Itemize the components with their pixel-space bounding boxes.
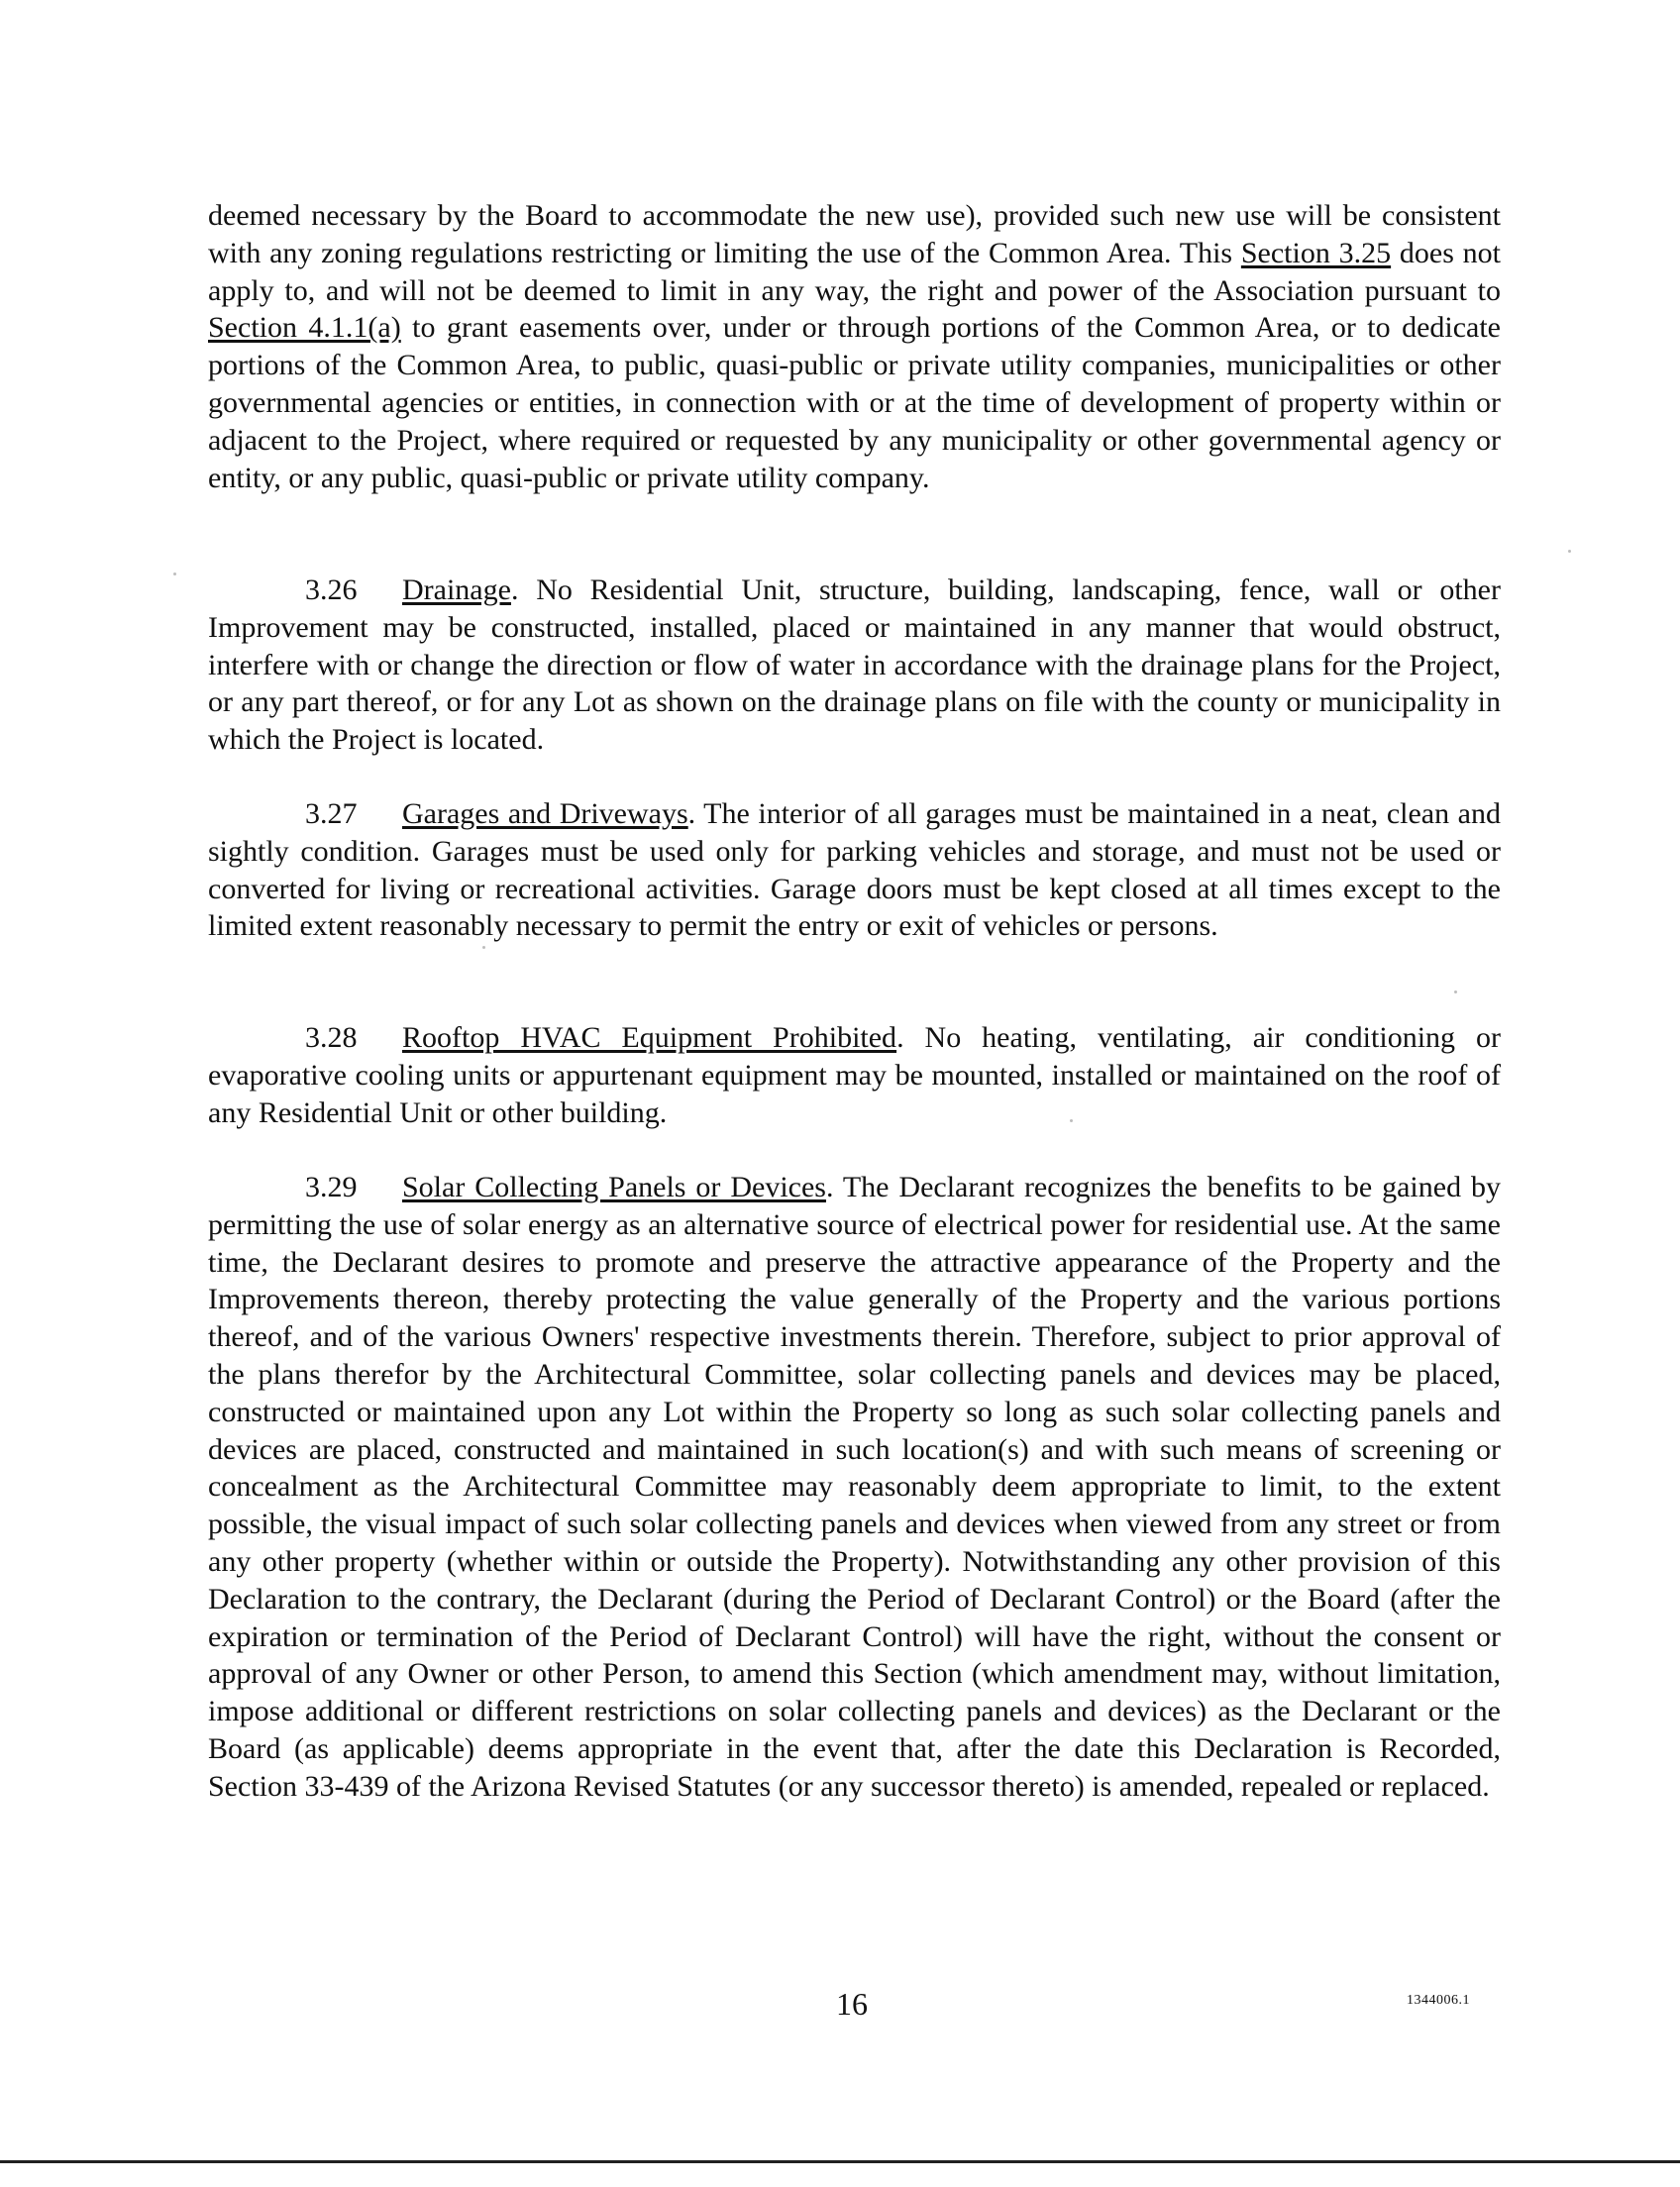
- section-reference-3-25: Section 3.25: [1240, 236, 1392, 269]
- paragraph-text: deemed necessary by the Board to accommodate the new use), provided such new use will be consistent with any zoning regulations restricting or limiting the use of the Common Area. This: [208, 199, 1501, 269]
- section-body: . The Declarant recognizes the benefits to be gained by permitting the use of solar energy as an alternative source of electrical power for residential use. At the same time, the Declarant desires to promote and preserve the attractive appearance of the Property and the Improvements thereon, thereby protecting the value generally of the Property and the various portions thereof, and of the various Owners' respective investments therein. Therefore, subject to prior approval of the plans therefor by the Architectural Committee, solar collecting panels and devices may be placed, constructed or maintained upon any Lot within the Property so long as such solar collecting panels and devices are placed, constructed and maintained in such location(s) and with such means of screening or concealment as the Architectural Committee may reasonably deem appropriate to limit, to the extent possible, the visual impact of such solar collecting panels and devices when viewed from any street or from any other property (whether within or outside the Property). Notwithstanding any other provision of this Declaration to the contrary, the Declarant (during the Period of Declarant Control) or the Board (after the expiration or termination of the Period of Declarant Control) will have the right, without the consent or approval of any Owner or other Person, to amend this Section (which amendment may, without limitation, impose additional or different restrictions on solar collecting panels and devices) as the Declarant or the Board (as applicable) deems appropriate in the event that, after the date this Declaration is Recorded, Section 33-439 of the Arizona Revised Statutes (or any successor thereto) is amended, repealed or replaced.: [208, 1171, 1501, 1803]
- section-number: 3.28: [305, 1021, 358, 1054]
- section-heading: Solar Collecting Panels or Devices: [402, 1171, 826, 1203]
- scan-speck: [173, 573, 176, 575]
- scan-speck: [482, 946, 485, 949]
- document-id: 1344006.1: [1407, 1993, 1470, 2008]
- scan-edge-line: [0, 2160, 1680, 2163]
- section-body: . The interior of all garages must be maintained in a neat, clean and sightly condition. Garages must be used only for parking vehicles and storage, and must not be used or converted for living or recreational activities. Garage doors must be kept closed at all times except to the limited extent reasonably necessary to permit the entry or exit of vehicles or persons.: [208, 797, 1501, 943]
- scan-speck: [1568, 550, 1571, 553]
- section-reference-4-1-1a: Section 4.1.1(a): [208, 311, 401, 345]
- paragraph-continuation: [208, 197, 1501, 496]
- section-body: . No heating, ventilating, air conditioning or evaporative cooling units or appurtenant equipment may be mounted, installed or maintained on the roof of any Residential Unit or other building.: [208, 1021, 1501, 1129]
- section-3-27: [208, 795, 1501, 945]
- section-number: 3.26: [305, 573, 358, 606]
- section-3-28: [208, 1019, 1501, 1131]
- section-heading: Rooftop HVAC Equipment Prohibited: [402, 1021, 897, 1054]
- section-number: 3.29: [305, 1171, 358, 1203]
- section-3-29: [208, 1169, 1501, 1806]
- section-3-26: [208, 572, 1501, 759]
- paragraph-text: does not apply to, and will not be deemed to limit in any way, the right and power of the Association pursuant to: [208, 236, 1501, 307]
- section-number: 3.27: [305, 797, 358, 830]
- section-body: . No Residential Unit, structure, building, landscaping, fence, wall or other Improvement may be constructed, installed, placed or maintained in any manner that would obstruct, interfere with or change the direction or flow of water in accordance with the drainage plans for the Project, or any part thereof, or for any Lot as shown on the drainage plans on file with the county or municipality in which the Project is located.: [208, 573, 1501, 757]
- scan-speck: [1454, 990, 1457, 993]
- section-heading: Drainage: [402, 573, 511, 606]
- section-heading: Garages and Driveways: [402, 797, 688, 830]
- page-number: 16: [836, 1986, 868, 2022]
- scan-speck: [1070, 1119, 1073, 1122]
- paragraph-text: to grant easements over, under or through portions of the Common Area, or to dedicate portions of the Common Area, to public, quasi-public or private utility companies, municipalities or other governmental agencies or entities, in connection with or at the time of development of property within or adjacent to the Project, where required or requested by any municipality or other governmental agency or entity, or any public, quasi-public or private utility company.: [208, 311, 1501, 494]
